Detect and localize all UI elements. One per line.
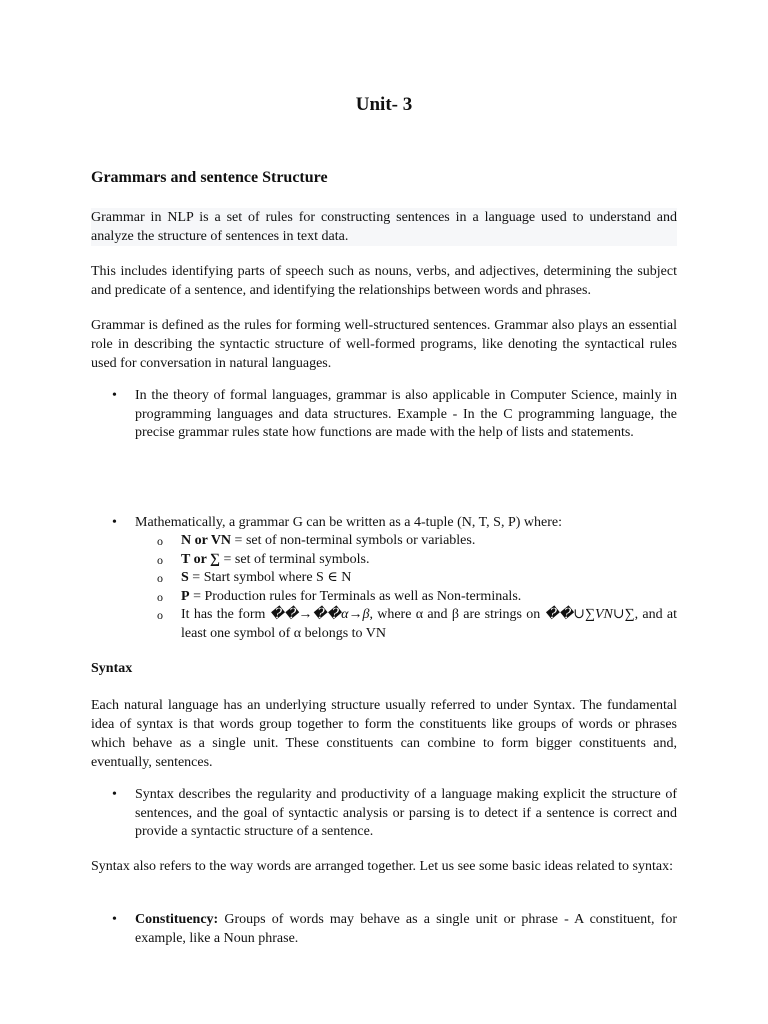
section-heading-syntax: Syntax (91, 661, 133, 676)
list-item (157, 551, 677, 570)
unit-title: Unit- 3 (355, 94, 413, 115)
production-form-text: , and at least one symbol of α belongs to VN (181, 607, 677, 641)
bullet-text: Mathematically, a grammar G can be written as a 4-tuple (N, T, S, P) where: (135, 515, 562, 530)
bullet-mathematical-grammar (112, 514, 677, 533)
list-item (157, 588, 677, 607)
production-form-text: , where α and β are strings on (369, 607, 545, 622)
bullet-constituency (112, 911, 677, 948)
paragraph-grammar-rules: Grammar is defined as the rules for forming well-structured sentences. Grammar also plays an essential role in describing the syntactic structure of well-formed programs, like denoting the syntactical rules used for conversation in natural languages. (91, 318, 677, 371)
sub-bullet-marker: o (157, 534, 163, 548)
term-label: Constituency: (135, 912, 219, 927)
term-description: = Production rules for Terminals as well as Non-terminals. (189, 588, 522, 604)
list-item (157, 569, 677, 588)
production-form-text: It has the form (181, 607, 270, 622)
sub-bullet-marker: o (157, 589, 163, 604)
sub-bullet-marker: o (157, 571, 163, 585)
paragraph-parts-of-speech: This includes identifying parts of speech such as nouns, verbs, and adjectives, determining the subject and predicate of a sentence, and identifying the relationships between words and phrases. (91, 264, 677, 298)
term-description: = Start symbol where S ∈ N (188, 570, 352, 585)
term-description: = set of terminal symbols. (220, 551, 370, 567)
section-heading-grammars: Grammars and sentence Structure (91, 169, 328, 186)
bullet-text: In the theory of formal languages, grammar is also applicable in Computer Science, mainly in programming languages and data structures. Example - In the C programming language, the precise grammar rules state how functions are made with the help of lists and statements. (135, 388, 677, 440)
sub-bullet-marker: o (157, 608, 163, 622)
bullet-syntax-regularity (112, 786, 677, 842)
bullet-text (135, 911, 677, 948)
bullet-marker: • (112, 912, 117, 927)
term-description: Groups of words may behave as a single unit or phrase - A constituent, for example, like a Noun phrase. (135, 912, 677, 946)
paragraph-grammar-definition: Grammar in NLP is a set of rules for constructing sentences in a language used to understand and analyze the structure of sentences in text data. (91, 210, 677, 244)
term-label: T or ∑ (181, 551, 221, 567)
paragraph-syntax-arrangement: Syntax also refers to the way words are arranged together. Let us see some basic ideas related to syntax: (91, 859, 673, 874)
bullet-marker: • (112, 787, 117, 802)
production-form-formula: ��→��α→β (269, 607, 370, 622)
term-label: N or VN (181, 533, 232, 548)
bullet-formal-languages (112, 387, 677, 443)
bullet-marker: • (112, 388, 117, 403)
paragraph-syntax-definition: Each natural language has an underlying structure usually referred to under Syntax. The fundamental idea of syntax is that words group together to form the constituents like groups of words or phrases which behave as a single unit. These constituents can combine to form bigger constituents and, eventually, sentences. (91, 698, 677, 770)
bullet-text: Syntax describes the regularity and productivity of a language making explicit the structure of sentences, and the goal of syntactic analysis or parsing is to detect if a sentence is correct and provide a syntactic structure of a sentence. (135, 787, 677, 839)
sub-bullet-marker: o (157, 552, 163, 567)
list-item (157, 606, 677, 643)
bullet-marker: • (112, 515, 117, 530)
grammar-tuple-list (157, 532, 677, 643)
list-item (157, 532, 677, 551)
term-label: P (181, 588, 190, 604)
term-label: S (181, 570, 189, 585)
term-description: = set of non-terminal symbols or variables. (231, 533, 476, 548)
production-form-strings: ��∪∑VN∪∑ (544, 607, 635, 622)
